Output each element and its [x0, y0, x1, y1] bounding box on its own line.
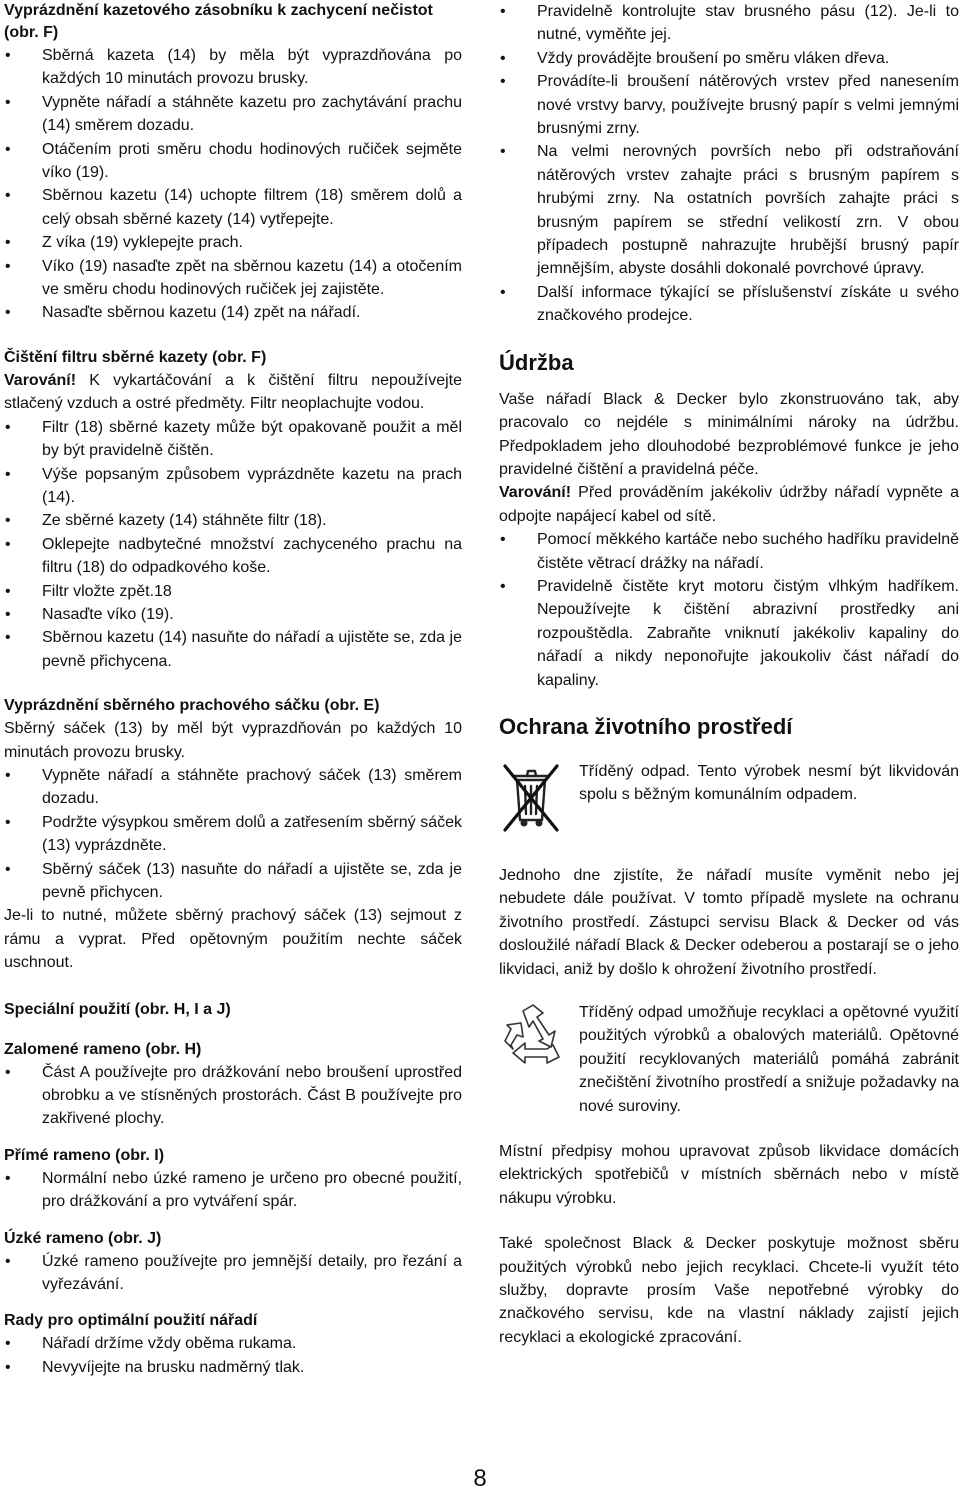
list-item: • Pravidelně čistěte kryt motoru čistým vlhkým hadříkem. Nepoužívejte k čištění abrazivní prostředky ani rozpouštědla. Zabraňte vniknutí jakékoliv kapaliny do nářadí a nikdy neponořujte jakoukoliv část nářadí do kapaliny.: [499, 575, 959, 692]
section-heading-maintenance: Údržba: [499, 349, 574, 375]
list-item: • Vypněte nářadí a stáhněte kazetu pro zachytávání prachu (14) směrem dozadu.: [4, 91, 462, 138]
list-item: • Podržte výsypkou směrem dolů a zatřesením sběrný sáček (13) vyprázdněte.: [4, 811, 462, 858]
list-item: • Sběrná kazeta (14) by měla být vyprazdňována po každých 10 minutách provozu brusky.: [4, 44, 462, 91]
warning-text: K vykartáčování a k čištění filtru nepoužívejte stlačený vzduch a ostré předměty. Filtr neoplachujte vodou.: [4, 371, 462, 413]
list-item: • Z víka (19) vyklepejte prach.: [4, 231, 462, 254]
list-maintenance: [499, 528, 959, 692]
list-sanding-tips: [499, 0, 959, 328]
page-number: 8: [473, 1465, 487, 1492]
paragraph: Jednoho dne zjistíte, že nářadí musíte vyměnit nebo jej nebudete dále používat. V tomto případě myslete na ochranu životního prostředí. Zástupci servisu Black & Decker od vás dosloužilé nářadí Black & Decker odeberou a postarají se o jeho likvidaci, aniž by došlo k ohrožení životního prostředí.: [499, 866, 959, 978]
subheading-narrow-arm: Úzké rameno (obr. J): [4, 1229, 162, 1247]
list-item: • Výše popsaným způsobem vyprázdněte kazetu na prach (14).: [4, 463, 462, 510]
crossed-out-bin-icon: [499, 760, 579, 840]
warning-label: Varování!: [499, 484, 572, 502]
list-item: • Otáčením proti směru chodu hodinových ručiček sejměte víko (19).: [4, 138, 462, 185]
list-item: • Pomocí měkkého kartáče nebo suchého hadříku pravidelně čistěte větrací drážky na nářadí.: [499, 528, 959, 575]
recycling-text: Tříděný odpad umožňuje recyklaci a opětovné využití použitých výrobků a obalových materiálů. Opětovné použití recyklovaných materiálů pomáhá zabránit znečištění životního prostředí a snižuje požadavky na nové suroviny.: [579, 1004, 959, 1115]
list-item: • Sběrnou kazetu (14) nasuňte do nářadí a ujistěte se, zda je pevně přichycena.: [4, 626, 462, 673]
list-item: • Nevyvíjejte na brusku nadměrný tlak.: [4, 1356, 462, 1379]
list-clean-filter: [4, 416, 462, 673]
list-item: • Oklepejte nadbytečné množství zachyceného prachu na filtru (18) do odpadkového koše.: [4, 533, 462, 580]
subheading-tips: Rady pro optimální použití nářadí: [4, 1312, 258, 1330]
list-item: • Vždy provádějte broušení po směru vláken dřeva.: [499, 47, 959, 70]
section-heading-empty-cassette: Vyprázdnění kazetového zásobníku k zachycení nečistot (obr. F): [4, 2, 433, 41]
section-heading-empty-bag: Vyprázdnění sběrného prachového sáčku (obr. E): [4, 697, 380, 715]
right-column: [499, 0, 959, 1349]
list-item: • Část A používejte pro drážkování nebo broušení uprostřed obrobku a ve stísněných prostorách. Část B používejte pro zakřivené plochy.: [4, 1061, 462, 1131]
subheading-angled-arm: Zalomené rameno (obr. H): [4, 1040, 202, 1058]
list-straight-arm: [4, 1167, 462, 1214]
recycling-notice: [499, 1001, 959, 1118]
list-item: • Provádíte-li broušení nátěrových vrstev před nanesením nové vrstvy barvy, používejte brusný papír s velmi jemnými brusnými zrny.: [499, 70, 959, 140]
list-item: • Pravidelně kontrolujte stav brusného pásu (12). Je-li to nutné, vyměňte jej.: [499, 0, 959, 47]
subheading-straight-arm: Přímé rameno (obr. I): [4, 1146, 165, 1164]
list-empty-cassette: [4, 44, 462, 325]
list-empty-bag: [4, 764, 462, 904]
paragraph: Také společnost Black & Decker poskytuje možnost sběru použitých výrobků nebo jejich recyklaci. Chcete-li využít této služby, dopravte prosím Vaše nepotřebné výrobky do značkového servisu, kde na vlastní náklady zajistí jejich recyklaci a ekologické zpracování.: [499, 1235, 959, 1346]
list-item: • Filtr vložte zpět.18: [4, 580, 462, 603]
list-narrow-arm: [4, 1250, 462, 1297]
list-angled-arm: [4, 1061, 462, 1131]
list-item: • Na velmi nerovných površích nebo při odstraňování nátěrových vrstev zahajte práci s brusným papírem s hrubými zrny. Na ostatních površích zahajte práci s brusným papírem se střední velikostí zrn. V obou případech postupně nahrazujte hrubější brusný papír jemnějším, abyste dosáhli dokonalé povrchové úpravy.: [499, 140, 959, 280]
section-heading-clean-filter: Čištění filtru sběrné kazety (obr. F): [4, 348, 267, 366]
list-item: • Víko (19) nasaďte zpět na sběrnou kazetu (14) a otočením ve směru chodu hodinových ručiček jej zajistěte.: [4, 255, 462, 302]
paragraph: Místní předpisy mohou upravovat způsob likvidace domácích elektrických spotřebičů v místních sběrnách nebo v místě nákupu výrobku.: [499, 1143, 959, 1207]
list-item: • Další informace týkající se příslušenství získáte u svého značkového prodejce.: [499, 281, 959, 328]
paragraph: Je-li to nutné, můžete sběrný prachový sáček (13) sejmout z rámu a vyprat. Před opětovným použitím nechte sáček uschnout.: [4, 907, 462, 972]
warning-paragraph: [4, 369, 462, 416]
list-item: • Sběrnou kazetu (14) uchopte filtrem (18) směrem dolů a celý obsah sběrné kazety (14) vytřepejte.: [4, 184, 462, 231]
list-item: • Ze sběrné kazety (14) stáhněte filtr (18).: [4, 509, 462, 532]
list-item: • Úzké rameno používejte pro jemnější detaily, pro řezání a vyřezávání.: [4, 1250, 462, 1297]
list-item: • Normální nebo úzké rameno je určeno pro obecné použití, pro drážkování a pro vytváření spár.: [4, 1167, 462, 1214]
list-tips: [4, 1332, 462, 1379]
section-heading-special-use: Speciální použití (obr. H, I a J): [4, 1000, 231, 1018]
warning-paragraph: [499, 481, 959, 528]
weee-text: Tříděný odpad. Tento výrobek nesmí být likvidován spolu s běžným komunálním odpadem.: [579, 762, 959, 804]
section-heading-environment: Ochrana životního prostředí: [499, 713, 793, 739]
list-item: • Vypněte nářadí a stáhněte prachový sáček (13) směrem dozadu.: [4, 764, 462, 811]
list-item: • Nasaďte víko (19).: [4, 603, 462, 626]
left-column: [4, 0, 462, 1379]
list-item: • Nářadí držíme vždy oběma rukama.: [4, 1332, 462, 1355]
list-item: • Nasaďte sběrnou kazetu (14) zpět na nářadí.: [4, 301, 462, 324]
paragraph: Sběrný sáček (13) by měl být vyprazdňován po každých 10 minutách provozu brusky.: [4, 720, 462, 761]
warning-text: Před prováděním jakékoliv údržby nářadí vypněte a odpojte napájecí kabel od sítě.: [499, 484, 959, 525]
recycle-icon: [499, 1001, 579, 1081]
warning-label: Varování!: [4, 371, 77, 389]
paragraph: Vaše nářadí Black & Decker bylo zkonstruováno tak, aby pracovalo co nejdéle s minimálními nároky na údržbu. Předpokladem jeho dlouhodobé bezproblémové funkce je jeho pravidelné čištění a pravidelná péče.: [499, 390, 959, 478]
list-item: • Filtr (18) sběrné kazety může být opakovaně použit a měl by být pravidelně čištěn.: [4, 416, 462, 463]
weee-notice: [499, 760, 959, 840]
list-item: • Sběrný sáček (13) nasuňte do nářadí a ujistěte se, zda je pevně přichycen.: [4, 858, 462, 905]
